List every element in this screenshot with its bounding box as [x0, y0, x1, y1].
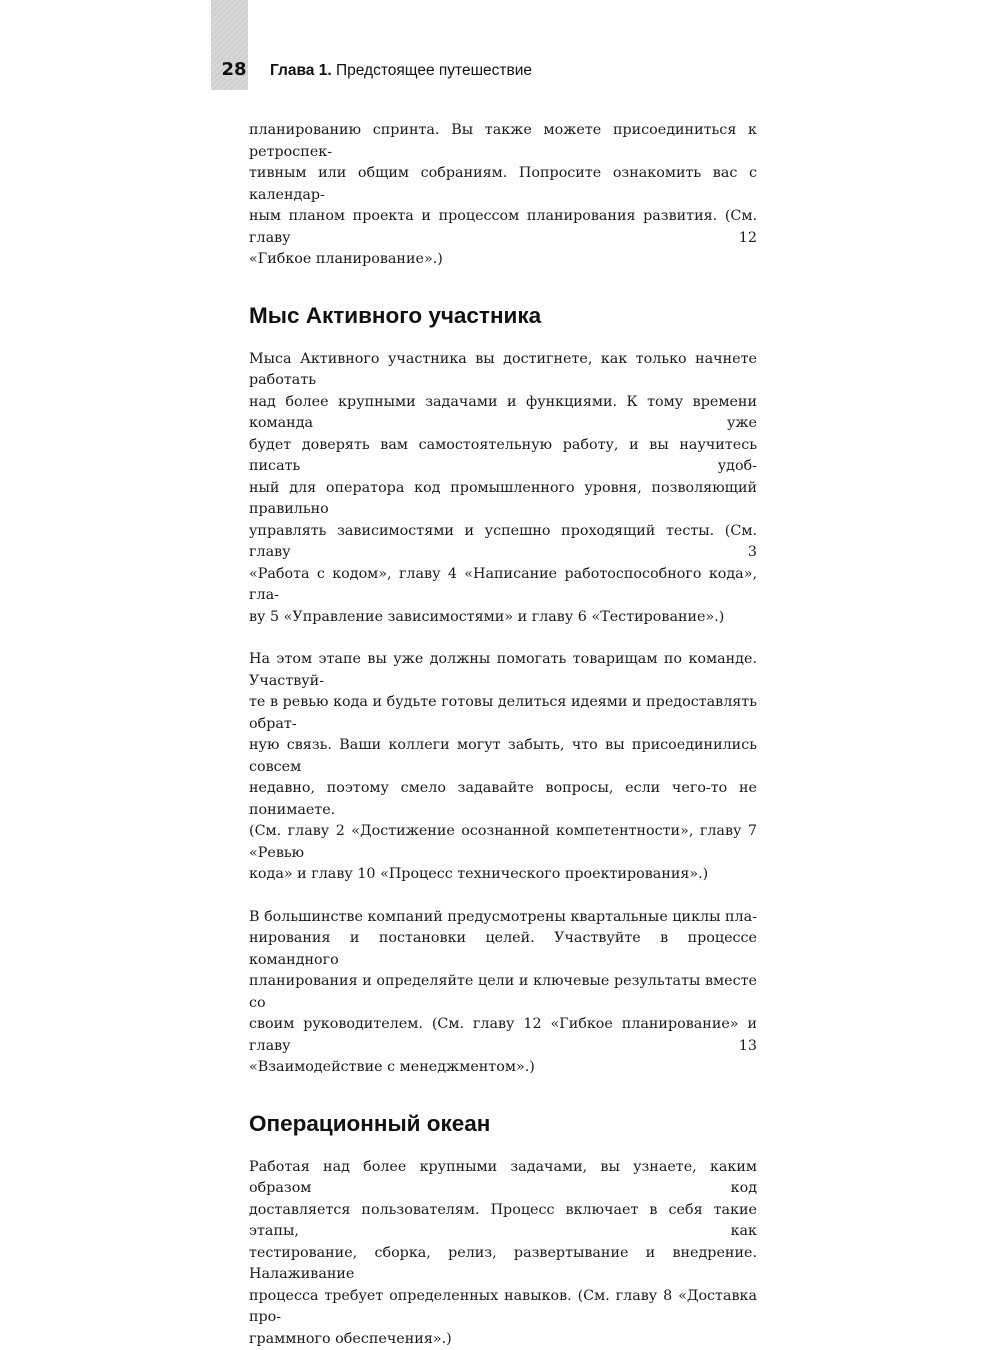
text-line: кода» и главу 10 «Процесс технического проектирования».) [249, 864, 757, 886]
text-line: На этом этапе вы уже должны помогать товарищам по команде. Участвуй- [249, 649, 757, 692]
text-line: «Гибкое планирование».) [249, 249, 757, 271]
section-heading: Операционный океан [249, 1109, 757, 1139]
text-line: доставляется пользователям. Процесс включает в себя такие этапы, как [249, 1200, 757, 1243]
text-line: «Работа с кодом», главу 4 «Написание работоспособного кода», гла- [249, 564, 757, 607]
text-line: Мыса Активного участника вы достигнете, как только начнете работать [249, 349, 757, 392]
section-heading: Мыс Активного участника [249, 301, 757, 331]
paragraph [249, 349, 757, 629]
text-line: те в ревью кода и будьте готовы делиться идеями и предоставлять обрат- [249, 692, 757, 735]
paragraph [249, 120, 757, 271]
text-line: тестирование, сборка, релиз, развертывание и внедрение. Налаживание [249, 1243, 757, 1286]
paragraph [249, 907, 757, 1079]
text-line: В большинстве компаний предусмотрены квартальные циклы пла- [249, 907, 757, 929]
text-line: тивным или общим собраниям. Попросите ознакомить вас с календар- [249, 163, 757, 206]
text-line: управлять зависимостями и успешно проходящий тесты. (См. главу 3 [249, 521, 757, 564]
text-line: граммного обеспечения».) [249, 1329, 757, 1350]
text-line: планированию спринта. Вы также можете присоединиться к ретроспек- [249, 120, 757, 163]
text-line: будет доверять вам самостоятельную работу, и вы научитесь писать удоб- [249, 435, 757, 478]
text-line: над более крупными задачами и функциями. К тому времени команда уже [249, 392, 757, 435]
text-line: «Взаимодействие с менеджментом».) [249, 1057, 757, 1079]
chapter-label: Глава 1. [270, 62, 332, 79]
chapter-title: Предстоящее путешествие [336, 62, 532, 79]
text-line: ву 5 «Управление зависимостями» и главу 6 «Тестирование».) [249, 607, 757, 629]
text-line: планирования и определяйте цели и ключевые результаты вместе со [249, 971, 757, 1014]
text-line: ную связь. Ваши коллеги могут забыть, что вы присоединились совсем [249, 735, 757, 778]
text-line: нирования и постановки целей. Участвуйте в процессе командного [249, 928, 757, 971]
text-line: ный для оператора код промышленного уровня, позволяющий правильно [249, 478, 757, 521]
page-number: 28 [211, 58, 257, 82]
page-body [249, 120, 757, 1350]
text-line: ным планом проекта и процессом планирования развития. (См. главу 12 [249, 206, 757, 249]
running-head [270, 60, 532, 82]
text-line: недавно, поэтому смело задавайте вопросы, если чего-то не понимаете. [249, 778, 757, 821]
text-line: Работая над более крупными задачами, вы узнаете, каким образом код [249, 1157, 757, 1200]
paragraph [249, 1157, 757, 1350]
text-line: своим руководителем. (См. главу 12 «Гибкое планирование» и главу 13 [249, 1014, 757, 1057]
text-line: (См. главу 2 «Достижение осознанной компетентности», главу 7 «Ревью [249, 821, 757, 864]
text-line: процесса требует определенных навыков. (См. главу 8 «Доставка про- [249, 1286, 757, 1329]
paragraph [249, 649, 757, 886]
